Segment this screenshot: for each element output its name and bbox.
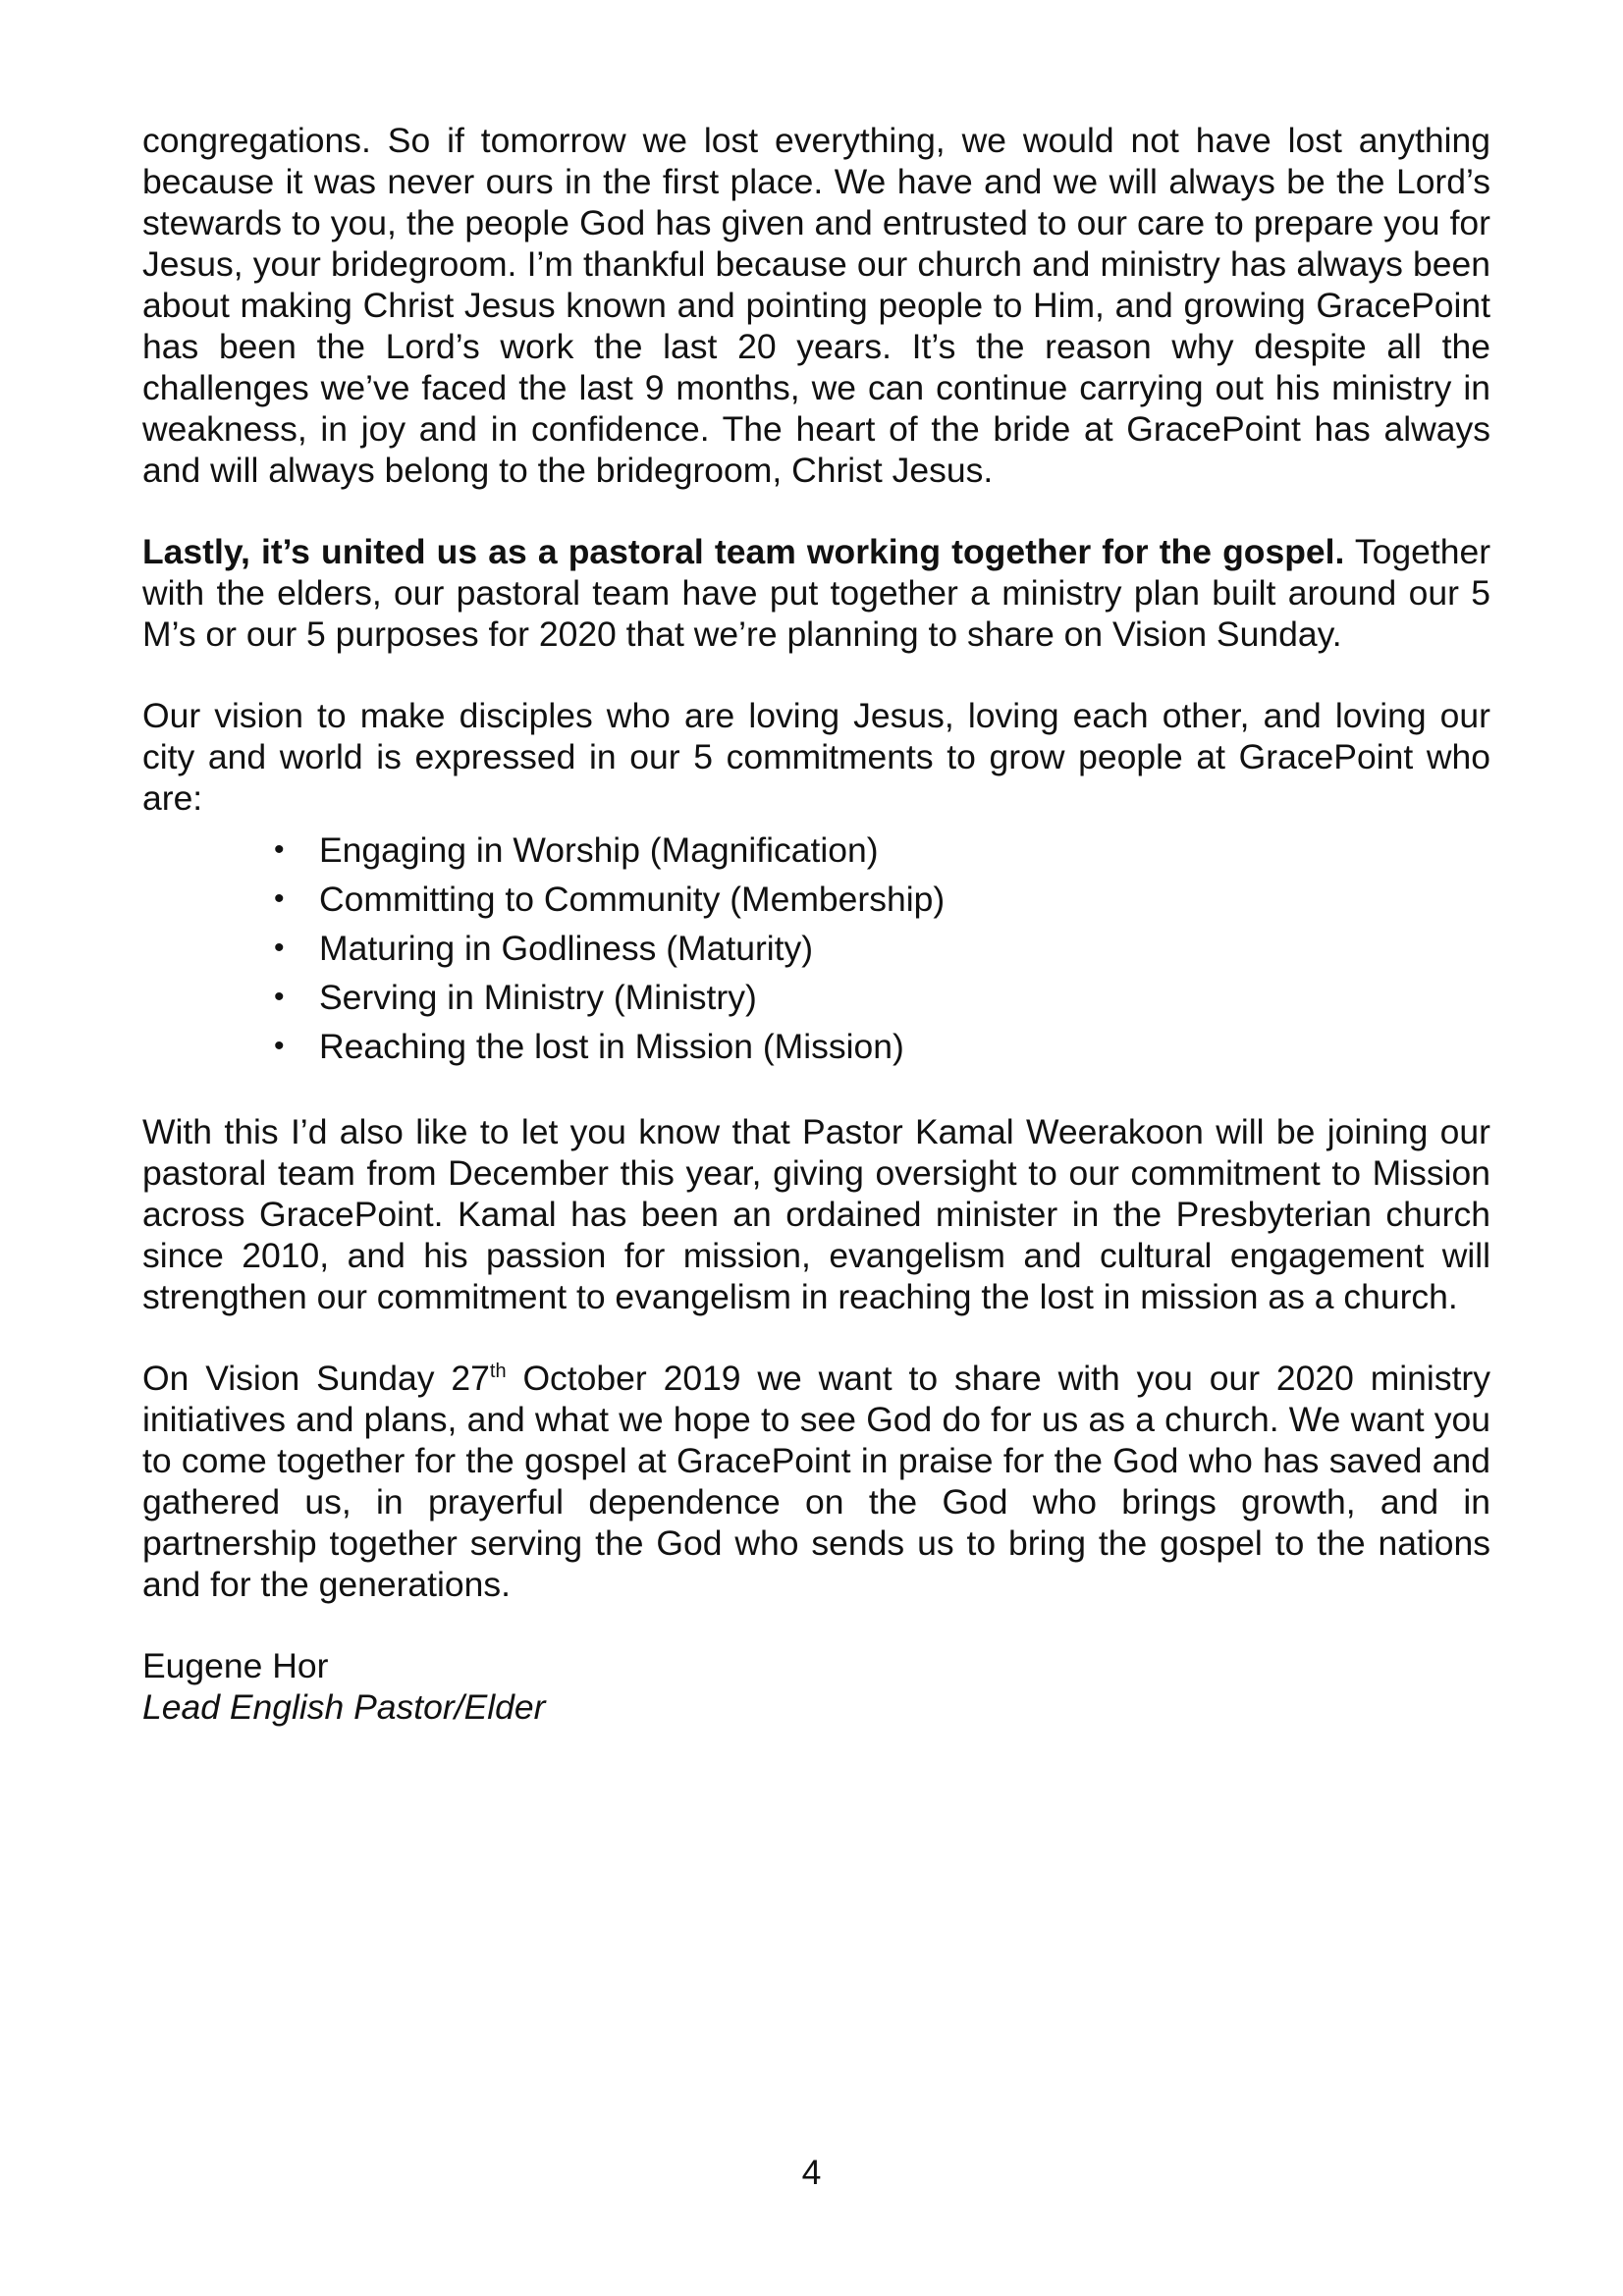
paragraph-vision: Our vision to make disciples who are loving Jesus, loving each other, and loving our city and world is expressed in our 5 commitments to grow people at GracePoint who are: bbox=[142, 696, 1490, 818]
bullet-icon: • bbox=[274, 882, 285, 915]
date-ordinal-superscript: th bbox=[489, 1361, 507, 1383]
paragraph-lead-bold: Lastly, it’s united us as a pastoral team working together for the gospel. bbox=[142, 532, 1345, 571]
paragraph-vision-sunday-start: On Vision Sunday 27 bbox=[142, 1359, 490, 1398]
bullet-icon: • bbox=[274, 1030, 285, 1062]
list-item bbox=[142, 924, 1490, 973]
paragraph-pastoral-team bbox=[142, 531, 1490, 655]
commitments-list bbox=[142, 826, 1490, 1071]
list-item bbox=[142, 1022, 1490, 1071]
paragraph-rest: Together with the elders, our pastoral team have put together a ministry plan built around our 5 M’s or our 5 purposes for 2020 that we’re planning to share on Vision Sunday. bbox=[142, 532, 1491, 654]
paragraph-vision-sunday bbox=[142, 1358, 1490, 1605]
signature-title: Lead English Pastor/Elder bbox=[142, 1687, 546, 1727]
signature-name: Eugene Hor bbox=[142, 1646, 329, 1685]
list-item-label: Maturing in Godliness (Maturity) bbox=[319, 929, 814, 968]
list-item bbox=[142, 826, 1490, 875]
list-item-label: Engaging in Worship (Magnification) bbox=[319, 830, 879, 870]
list-item-label: Committing to Community (Membership) bbox=[319, 880, 946, 919]
letter-body bbox=[142, 120, 1490, 1728]
bullet-icon: • bbox=[274, 981, 285, 1013]
paragraph-vision-sunday-rest: October 2019 we want to share with you our 2020 ministry initiatives and plans, and what we hope to see God do for us as a church. We want you to come together for the gospel at GracePoint in praise for the God who has saved and gathered us, in prayerful dependence on the God who brings growth, and in partnership together serving the God who sends us to bring the gospel to the nations and for the generations. bbox=[142, 1359, 1490, 1604]
paragraph-new-pastor: With this I’d also like to let you know that Pastor Kamal Weerakoon will be joining our pastoral team from December this year, giving oversight to our commitment to Mission across GracePoint. Kamal has been an ordained minister in the Presbyterian church since 2010, and his passion for mission, evangelism and cultural engagement will strengthen our commitment to evangelism in reaching the lost in mission as a church. bbox=[142, 1112, 1490, 1316]
list-item-label: Reaching the lost in Mission (Mission) bbox=[319, 1027, 904, 1066]
bullet-icon: • bbox=[274, 833, 285, 866]
paragraph-stewardship: congregations. So if tomorrow we lost everything, we would not have lost anything because it was never ours in the first place. We have and we will always be the Lord’s stewards to you, the people God has given and entrusted to our care to prepare you for Jesus, your bridegroom. I’m thankful because our church and ministry has always been about making Christ Jesus known and pointing people to Him, and growing GracePoint has been the Lord’s work the last 20 years. It’s the reason why despite all the challenges we’ve faced the last 9 months, we can continue carrying out his ministry in weakness, in joy and in confidence. The heart of the bride at GracePoint has always and will always belong to the bridegroom, Christ Jesus. bbox=[142, 121, 1490, 490]
page-number: 4 bbox=[801, 2153, 822, 2192]
bullet-icon: • bbox=[274, 932, 285, 964]
list-item-label: Serving in Ministry (Ministry) bbox=[319, 978, 757, 1017]
list-item bbox=[142, 875, 1490, 924]
list-item bbox=[142, 973, 1490, 1022]
